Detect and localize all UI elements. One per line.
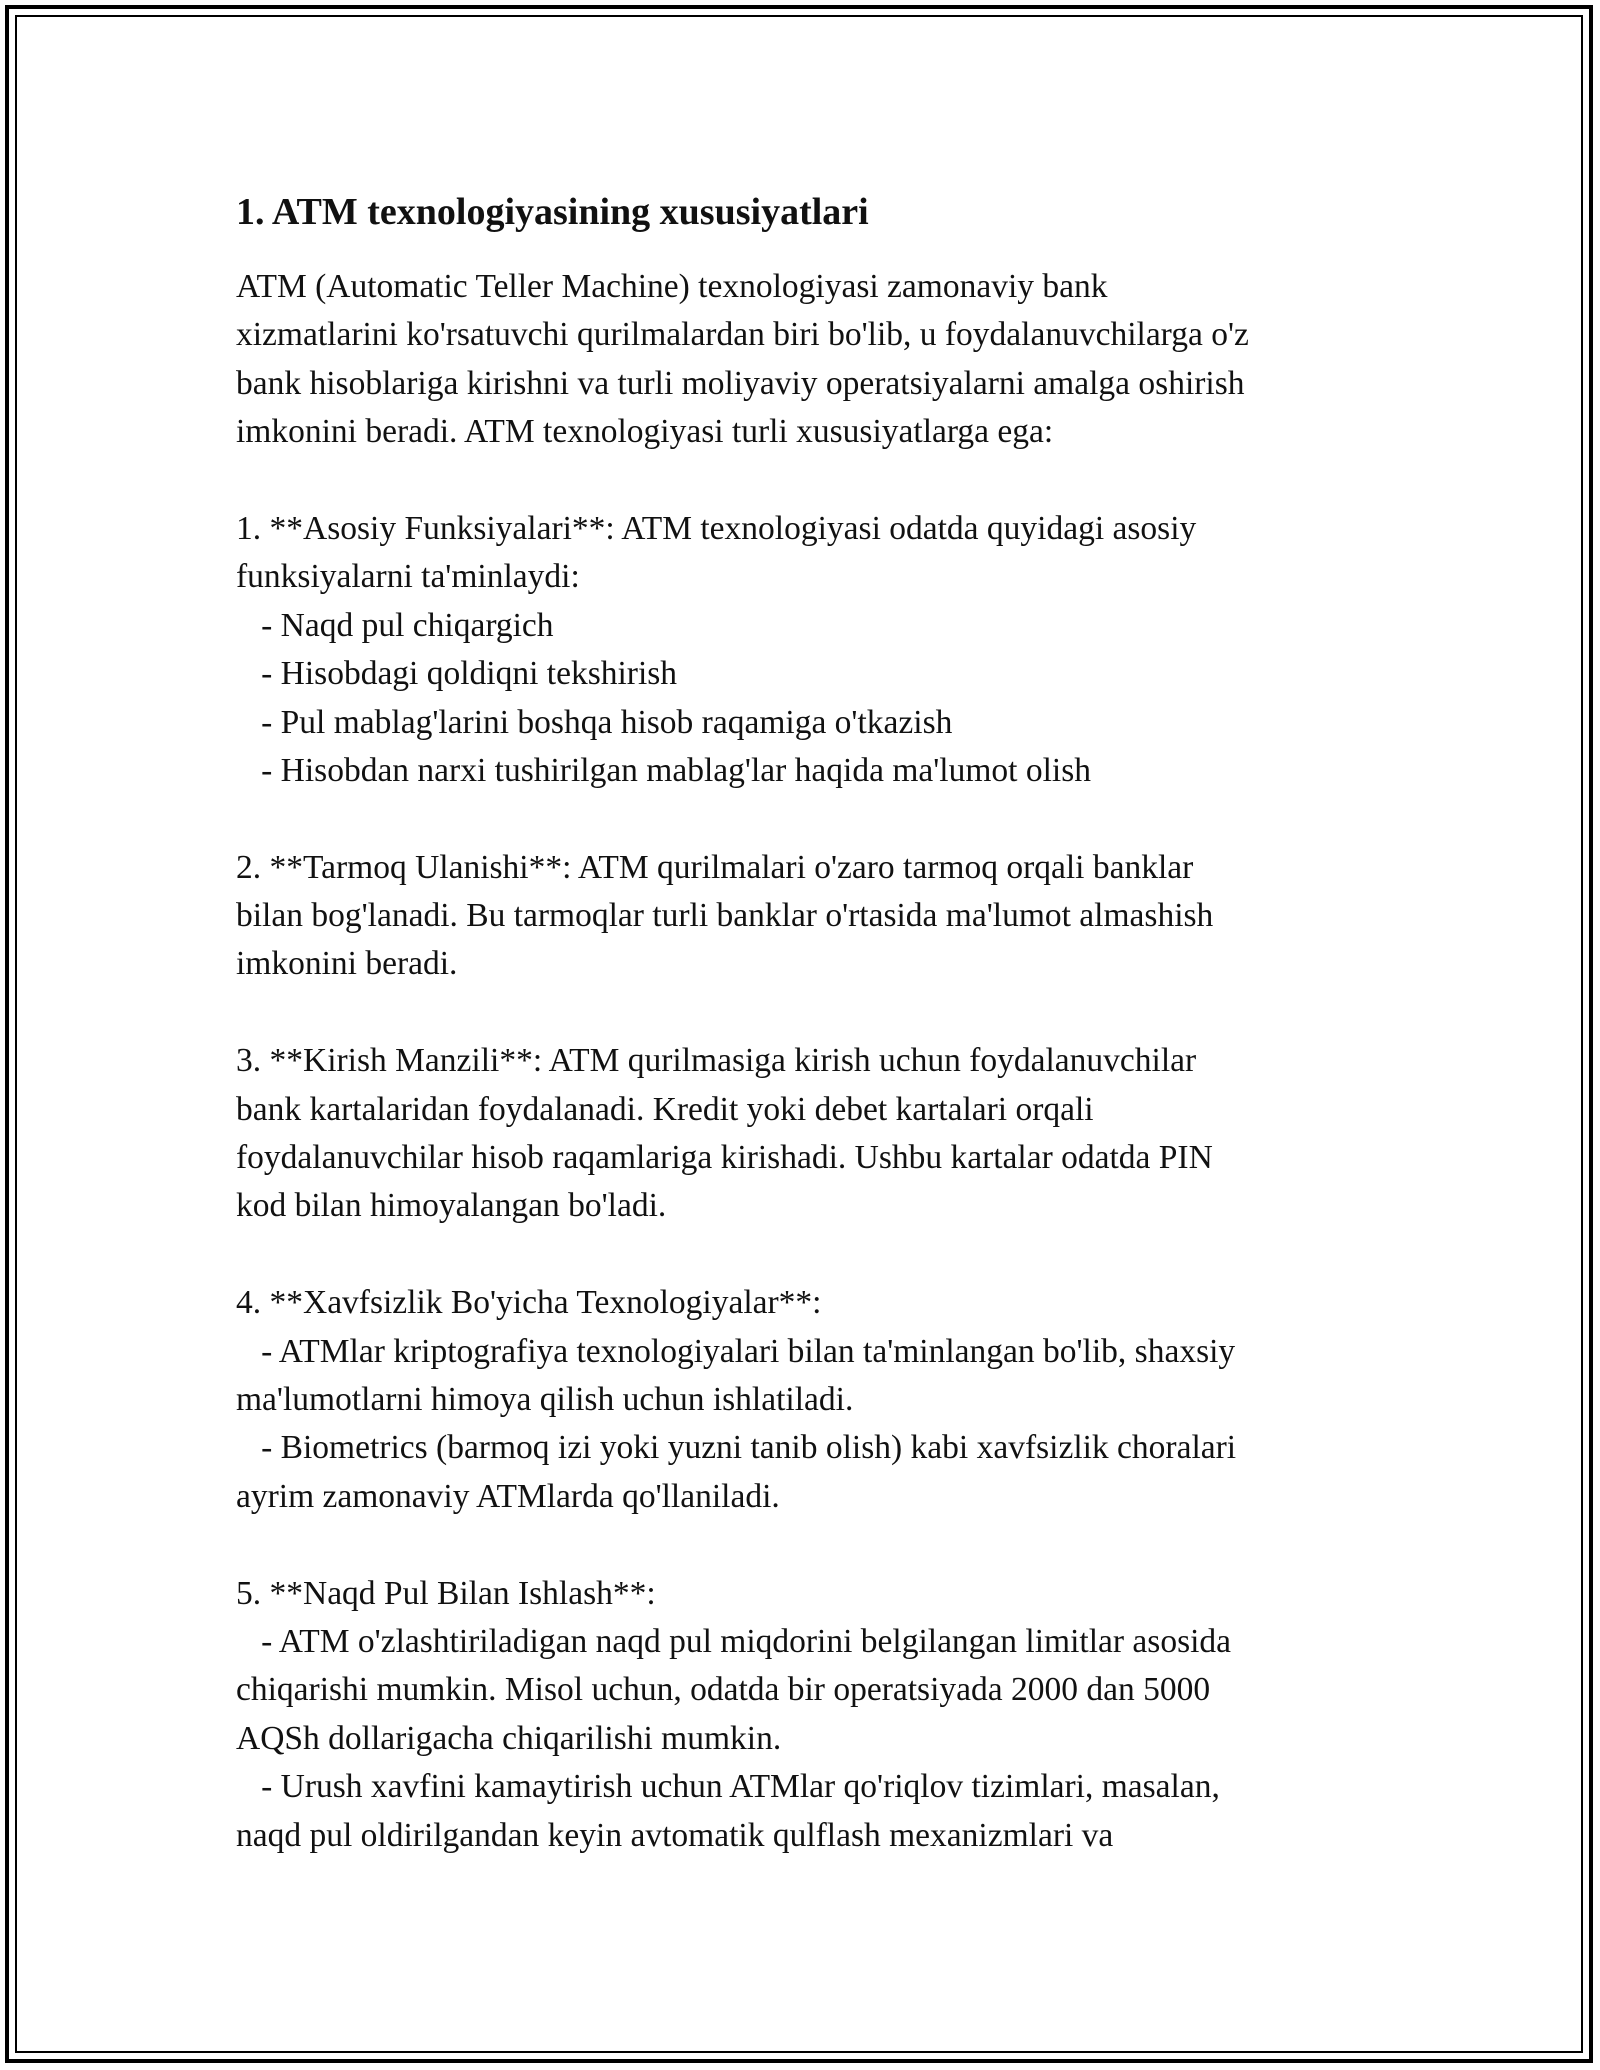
text-line: 3. **Kirish Manzili**: ATM qurilmasiga kirish uchun foydalanuvchilar: [236, 1042, 1197, 1080]
text-line: - ATM o'zlashtiriladigan naqd pul miqdorini belgilangan limitlar asosida: [236, 1622, 1232, 1660]
text-line: kod bilan himoyalangan bo'ladi.: [236, 1187, 667, 1225]
text-line: bilan bog'lanadi. Bu tarmoqlar turli banklar o'rtasida ma'lumot almashish: [236, 897, 1214, 935]
blank-line: [236, 989, 1366, 1037]
text-line: foydalanuvchilar hisob raqamlariga kirishadi. Ushbu kartalar odatda PIN: [236, 1139, 1213, 1177]
text-line: 5. **Naqd Pul Bilan Ishlash**:: [236, 1574, 656, 1612]
text-line: ATM (Automatic Teller Machine) texnologiyasi zamonaviy bank: [236, 268, 1108, 305]
text-line: xizmatlarini ko'rsatuvchi qurilmalardan biri bo'lib, u foydalanuvchilarga o'z: [236, 316, 1249, 354]
text-line: imkonini beradi. ATM texnologiyasi turli xususiyatlarga ega:: [236, 413, 1054, 451]
text-line: imkonini beradi.: [236, 945, 458, 983]
text-line: - Hisobdagi qoldiqni tekshirish: [236, 655, 678, 693]
text-line: - Urush xavfini kamaytirish uchun ATMlar qo'riqlov tizimlari, masalan,: [236, 1768, 1220, 1806]
blank-line: [236, 457, 1366, 505]
document-text: [236, 263, 1366, 1860]
blank-line: [236, 1231, 1366, 1279]
text-line: bank hisoblariga kirishni va turli moliyaviy operatsiyalarni amalga oshirish: [236, 364, 1245, 402]
text-line: funksiyalarni ta'minlaydi:: [236, 558, 580, 596]
document-body: [236, 187, 1366, 1860]
text-line: naqd pul oldirilgandan keyin avtomatik qulflash mexanizmlari va: [236, 1816, 1114, 1854]
text-line: ma'lumotlarni himoya qilish uchun ishlatiladi.: [236, 1380, 854, 1418]
text-line: 1. **Asosiy Funksiyalari**: ATM texnologiyasi odatda quyidagi asosiy: [236, 509, 1197, 547]
text-line: - Biometrics (barmoq izi yoki yuzni tanib olish) kabi xavfsizlik choralari: [236, 1429, 1237, 1467]
blank-line: [236, 795, 1366, 843]
text-line: bank kartalaridan foydalanadi. Kredit yoki debet kartalari orqali: [236, 1090, 1094, 1128]
text-line: 2. **Tarmoq Ulanishi**: ATM qurilmalari o'zaro tarmoq orqali banklar: [236, 848, 1194, 886]
text-line: chiqarishi mumkin. Misol uchun, odatda bir operatsiyada 2000 dan 5000: [236, 1671, 1211, 1709]
text-line: AQSh dollarigacha chiqarilishi mumkin.: [236, 1719, 782, 1757]
text-line: ayrim zamonaviy ATMlarda qo'llaniladi.: [236, 1477, 780, 1515]
text-line: - Pul mablag'larini boshqa hisob raqamiga o'tkazish: [236, 703, 953, 741]
text-line: 4. **Xavfsizlik Bo'yicha Texnologiyalar**:: [236, 1284, 822, 1322]
blank-line: [236, 1521, 1366, 1569]
text-line: - Naqd pul chiqargich: [236, 606, 554, 644]
text-line: - ATMlar kriptografiya texnologiyalari bilan ta'minlangan bo'lib, shaxsiy: [236, 1332, 1236, 1370]
text-line: - Hisobdan narxi tushirilgan mablag'lar haqida ma'lumot olish: [236, 751, 1091, 789]
section-heading: 1. ATM texnologiyasining xususiyatlari: [236, 191, 869, 233]
